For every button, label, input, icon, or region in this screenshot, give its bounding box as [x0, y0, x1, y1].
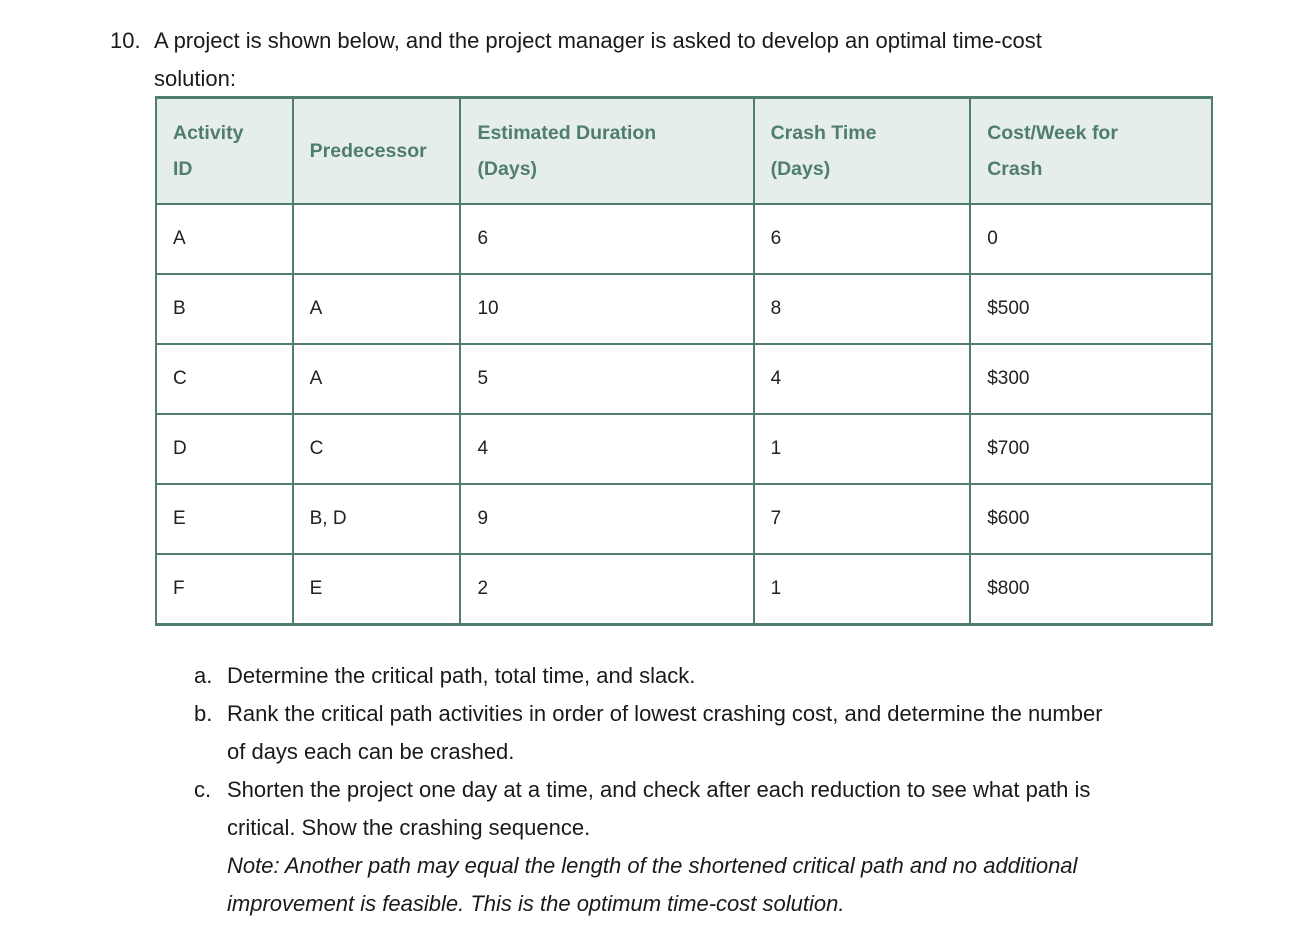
part-c-letter: c.: [194, 777, 212, 802]
table-row: [156, 204, 1212, 274]
part-b: [194, 695, 1224, 771]
part-c: [194, 771, 1224, 847]
header-cost-per-week: Cost/Week for Crash: [970, 98, 1212, 205]
cell-crash-time: 4: [754, 344, 971, 414]
cell-estimated-duration: 6: [460, 204, 753, 274]
part-b-letter: b.: [194, 701, 213, 726]
cell-crash-time: 1: [754, 554, 971, 625]
header-estimated-duration: Estimated Duration (Days): [460, 98, 753, 205]
question-parts: [194, 657, 1224, 923]
cell-estimated-duration: 10: [460, 274, 753, 344]
cell-crash-time: 8: [754, 274, 971, 344]
cell-crash-time: 1: [754, 414, 971, 484]
part-a-text: Determine the critical path, total time, and slack.: [227, 663, 696, 688]
note-line-1: Note: Another path may equal the length of the shortened critical path and no additional: [227, 853, 1078, 878]
header-crash-time: Crash Time (Days): [754, 98, 971, 205]
cell-crash-time: 6: [754, 204, 971, 274]
cell-predecessor: E: [293, 554, 461, 625]
question-line-1: [110, 22, 1210, 60]
cell-estimated-duration: 4: [460, 414, 753, 484]
part-c-line-1: Shorten the project one day at a time, and check after each reduction to see what path is: [227, 777, 1091, 802]
cell-predecessor: A: [293, 344, 461, 414]
cell-activity-id: F: [156, 554, 293, 625]
cell-cost-per-week: $700: [970, 414, 1212, 484]
part-a: [194, 657, 1224, 695]
header-activity-id: Activity ID: [156, 98, 293, 205]
cell-activity-id: D: [156, 414, 293, 484]
cell-activity-id: C: [156, 344, 293, 414]
note-line-2: improvement is feasible. This is the optimum time-cost solution.: [227, 891, 845, 916]
cell-predecessor: A: [293, 274, 461, 344]
part-a-letter: a.: [194, 663, 213, 688]
cell-predecessor: C: [293, 414, 461, 484]
question-line-2: solution:: [154, 66, 236, 91]
part-c-line-2: critical. Show the crashing sequence.: [227, 815, 591, 840]
table-header-row: [156, 98, 1212, 205]
table-row: [156, 414, 1212, 484]
table-row: [156, 274, 1212, 344]
cell-cost-per-week: $600: [970, 484, 1212, 554]
cell-predecessor: [293, 204, 461, 274]
cell-estimated-duration: 2: [460, 554, 753, 625]
note: [194, 847, 1224, 923]
cell-cost-per-week: $500: [970, 274, 1212, 344]
table-row: [156, 344, 1212, 414]
cell-activity-id: A: [156, 204, 293, 274]
table-row: [156, 484, 1212, 554]
cell-activity-id: B: [156, 274, 293, 344]
cell-estimated-duration: 5: [460, 344, 753, 414]
header-predecessor: Predecessor: [293, 98, 461, 205]
cell-crash-time: 7: [754, 484, 971, 554]
question-number: 10.: [110, 28, 141, 53]
cell-activity-id: E: [156, 484, 293, 554]
question-text: [110, 22, 1210, 98]
part-b-line-2: of days each can be crashed.: [227, 739, 515, 764]
cell-estimated-duration: 9: [460, 484, 753, 554]
cell-predecessor: B, D: [293, 484, 461, 554]
activity-table: [155, 96, 1213, 626]
cell-cost-per-week: 0: [970, 204, 1212, 274]
cell-cost-per-week: $800: [970, 554, 1212, 625]
question-prompt: A project is shown below, and the project manager is asked to develop an optimal time-cost: [154, 28, 1042, 53]
part-b-line-1: Rank the critical path activities in order of lowest crashing cost, and determine the number: [227, 701, 1103, 726]
cell-cost-per-week: $300: [970, 344, 1212, 414]
table-row: [156, 554, 1212, 625]
